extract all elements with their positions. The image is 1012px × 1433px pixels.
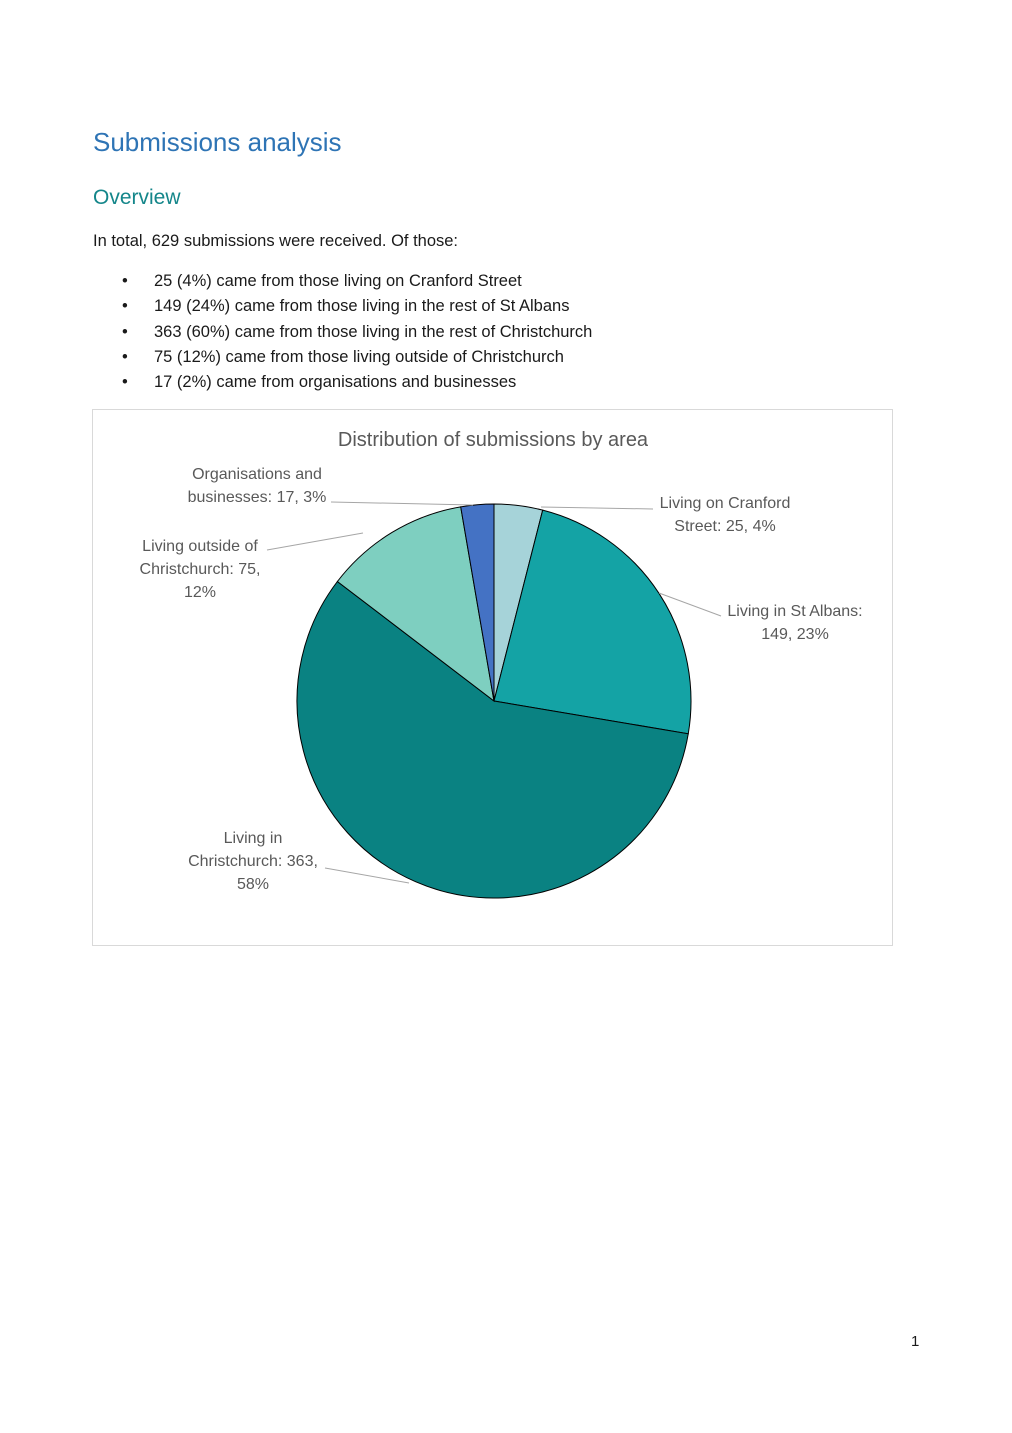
section-heading: Overview [93, 186, 181, 209]
bullet-text: 75 (12%) came from those living outside of Christchurch [154, 347, 564, 366]
leader-line-organisations-and-businesses [331, 502, 473, 505]
data-label-organisations-and-businesses: Organisations and businesses: 17, 3% [187, 466, 327, 506]
chart-container [92, 409, 893, 946]
list-item [93, 321, 592, 346]
list-item [93, 270, 592, 295]
bullet-text: 25 (4%) came from those living on Cranford Street [154, 272, 522, 290]
bullet-text: 363 (60%) came from those living in the rest of Christchurch [154, 322, 593, 341]
intro-paragraph: In total, 629 submissions were received. Of those: [93, 232, 459, 250]
pie-chart [93, 410, 892, 945]
bullet-icon: • [122, 347, 128, 366]
bullet-text: 17 (2%) came from organisations and businesses [154, 373, 517, 392]
chart-title: Distribution of submissions by area [337, 429, 649, 451]
bullet-text: 149 (24%) came from those living in the rest of St Albans [154, 297, 570, 316]
bullet-list [93, 270, 592, 396]
list-item [93, 371, 592, 396]
leader-line-living-outside-of-christchurch [267, 533, 363, 550]
data-label-living-in-st-albans: Living in St Albans: 149, 23% [727, 603, 863, 643]
list-item [93, 346, 592, 371]
list-item [93, 295, 592, 320]
page-number: 1 [911, 1333, 920, 1350]
data-label-living-outside-of-christchurch: Living outside of Christchurch: 75, 12% [139, 538, 261, 601]
page-title: Submissions analysis [93, 127, 342, 157]
bullet-icon: • [122, 373, 128, 392]
leader-line-living-on-cranford-street [541, 507, 653, 509]
data-label-living-in-christchurch: Living in Christchurch: 363, 58% [188, 830, 318, 893]
bullet-icon: • [122, 297, 128, 316]
bullet-icon: • [122, 322, 128, 341]
data-label-living-on-cranford-street: Living on Cranford Street: 25, 4% [659, 495, 791, 535]
bullet-icon: • [122, 272, 128, 290]
